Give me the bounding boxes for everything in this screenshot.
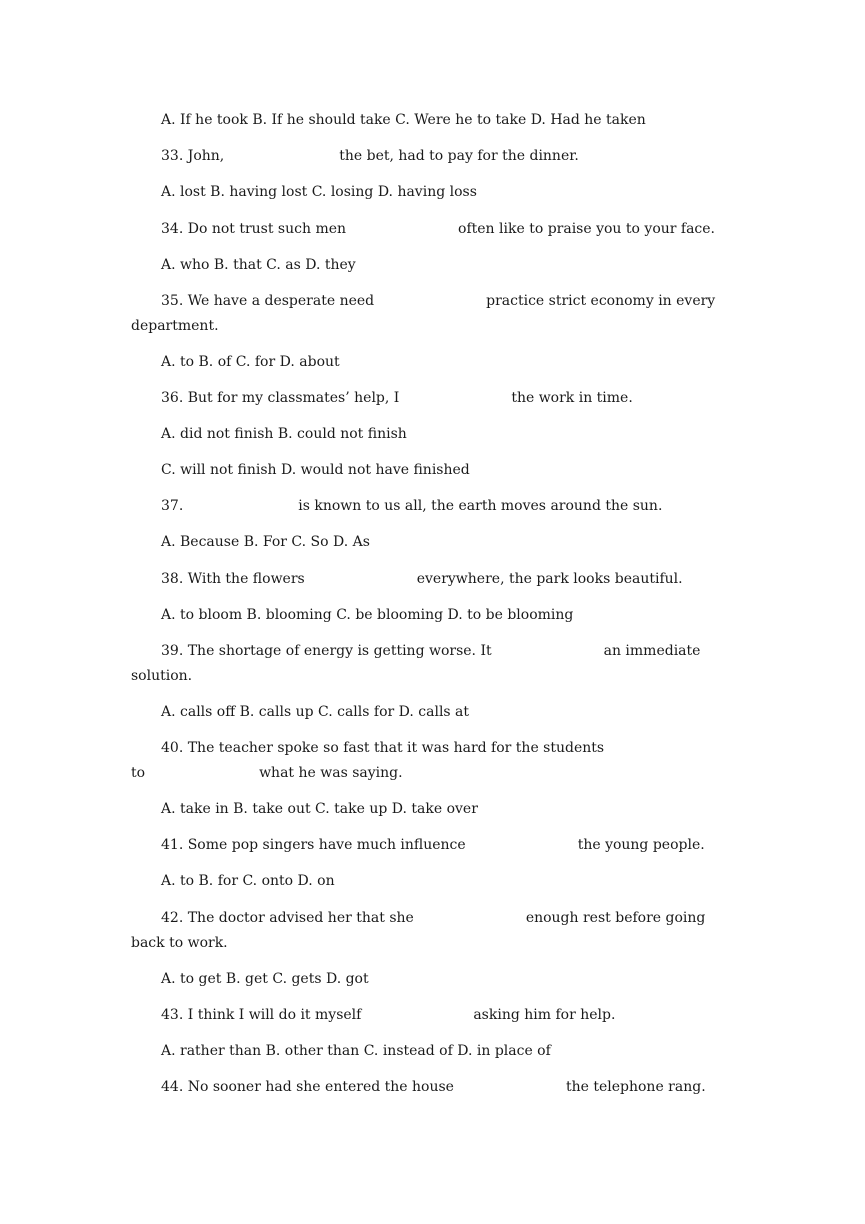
q42-stem-cont: back to work. [131, 935, 228, 951]
q34-stem [161, 220, 715, 238]
q40-cont-pre: to [131, 765, 146, 781]
q36-pre: 36. But for my classmates’ help, I [161, 390, 400, 406]
q36-options-1: A. did not finish B. could not finish [161, 426, 407, 442]
q35-pre: 35. We have a desperate need [161, 293, 375, 309]
q34-options: A. who B. that C. as D. they [161, 257, 356, 273]
q35-post: practice strict economy in every [486, 293, 716, 309]
q40-stem-cont [131, 764, 403, 782]
q35-stem-cont: department. [131, 318, 219, 334]
q44-stem [161, 1078, 706, 1096]
q42-post: enough rest before going [525, 910, 706, 926]
q40-cont-post: what he was saying. [259, 765, 403, 781]
q41-post: the young people. [577, 837, 705, 853]
q42-stem [161, 909, 705, 927]
q33-options: A. lost B. having lost C. losing D. having loss [161, 184, 477, 200]
q41-pre: 41. Some pop singers have much influence [161, 837, 466, 853]
q37-options: A. Because B. For C. So D. As [161, 534, 370, 550]
q35-stem [161, 292, 715, 310]
q36-stem [161, 389, 633, 407]
q44-post: the telephone rang. [565, 1079, 706, 1095]
q35-options: A. to B. of C. for D. about [161, 354, 340, 370]
q40-stem: 40. The teacher spoke so fast that it was hard for the students [161, 740, 605, 756]
q37-stem [161, 497, 662, 515]
q36-options-2: C. will not finish D. would not have finished [161, 462, 470, 478]
q38-options: A. to bloom B. blooming C. be blooming D. to be blooming [161, 607, 574, 623]
q38-post: everywhere, the park looks beautiful. [416, 571, 683, 587]
q33-post: the bet, had to pay for the dinner. [339, 148, 579, 164]
q43-pre: 43. I think I will do it myself [161, 1007, 362, 1023]
q39-stem-cont: solution. [131, 668, 193, 684]
q34-post: often like to praise you to your face. [458, 221, 716, 237]
q34-pre: 34. Do not trust such men [161, 221, 347, 237]
q42-pre: 42. The doctor advised her that she [161, 910, 414, 926]
q38-pre: 38. With the flowers [161, 571, 305, 587]
q39-stem [161, 642, 700, 660]
q33-pre: 33. John, [161, 148, 225, 164]
q43-stem [161, 1006, 615, 1024]
q40-options: A. take in B. take out C. take up D. take over [161, 801, 478, 817]
q39-post: an immediate [603, 643, 701, 659]
q44-pre: 44. No sooner had she entered the house [161, 1079, 454, 1095]
q39-options: A. calls off B. calls up C. calls for D. calls at [161, 704, 470, 720]
q41-options: A. to B. for C. onto D. on [161, 873, 335, 889]
q36-post: the work in time. [511, 390, 633, 406]
q32-options: A. If he took B. If he should take C. Were he to take D. Had he taken [161, 112, 646, 128]
q39-pre: 39. The shortage of energy is getting worse. It [161, 643, 492, 659]
q37-post: is known to us all, the earth moves around the sun. [298, 498, 663, 514]
q43-post: asking him for help. [473, 1007, 616, 1023]
q38-stem [161, 570, 683, 588]
q43-options: A. rather than B. other than C. instead of D. in place of [161, 1043, 551, 1059]
q33-stem [161, 147, 579, 165]
q42-options: A. to get B. get C. gets D. got [161, 971, 369, 987]
q37-pre: 37. [161, 498, 184, 514]
q41-stem [161, 836, 705, 854]
